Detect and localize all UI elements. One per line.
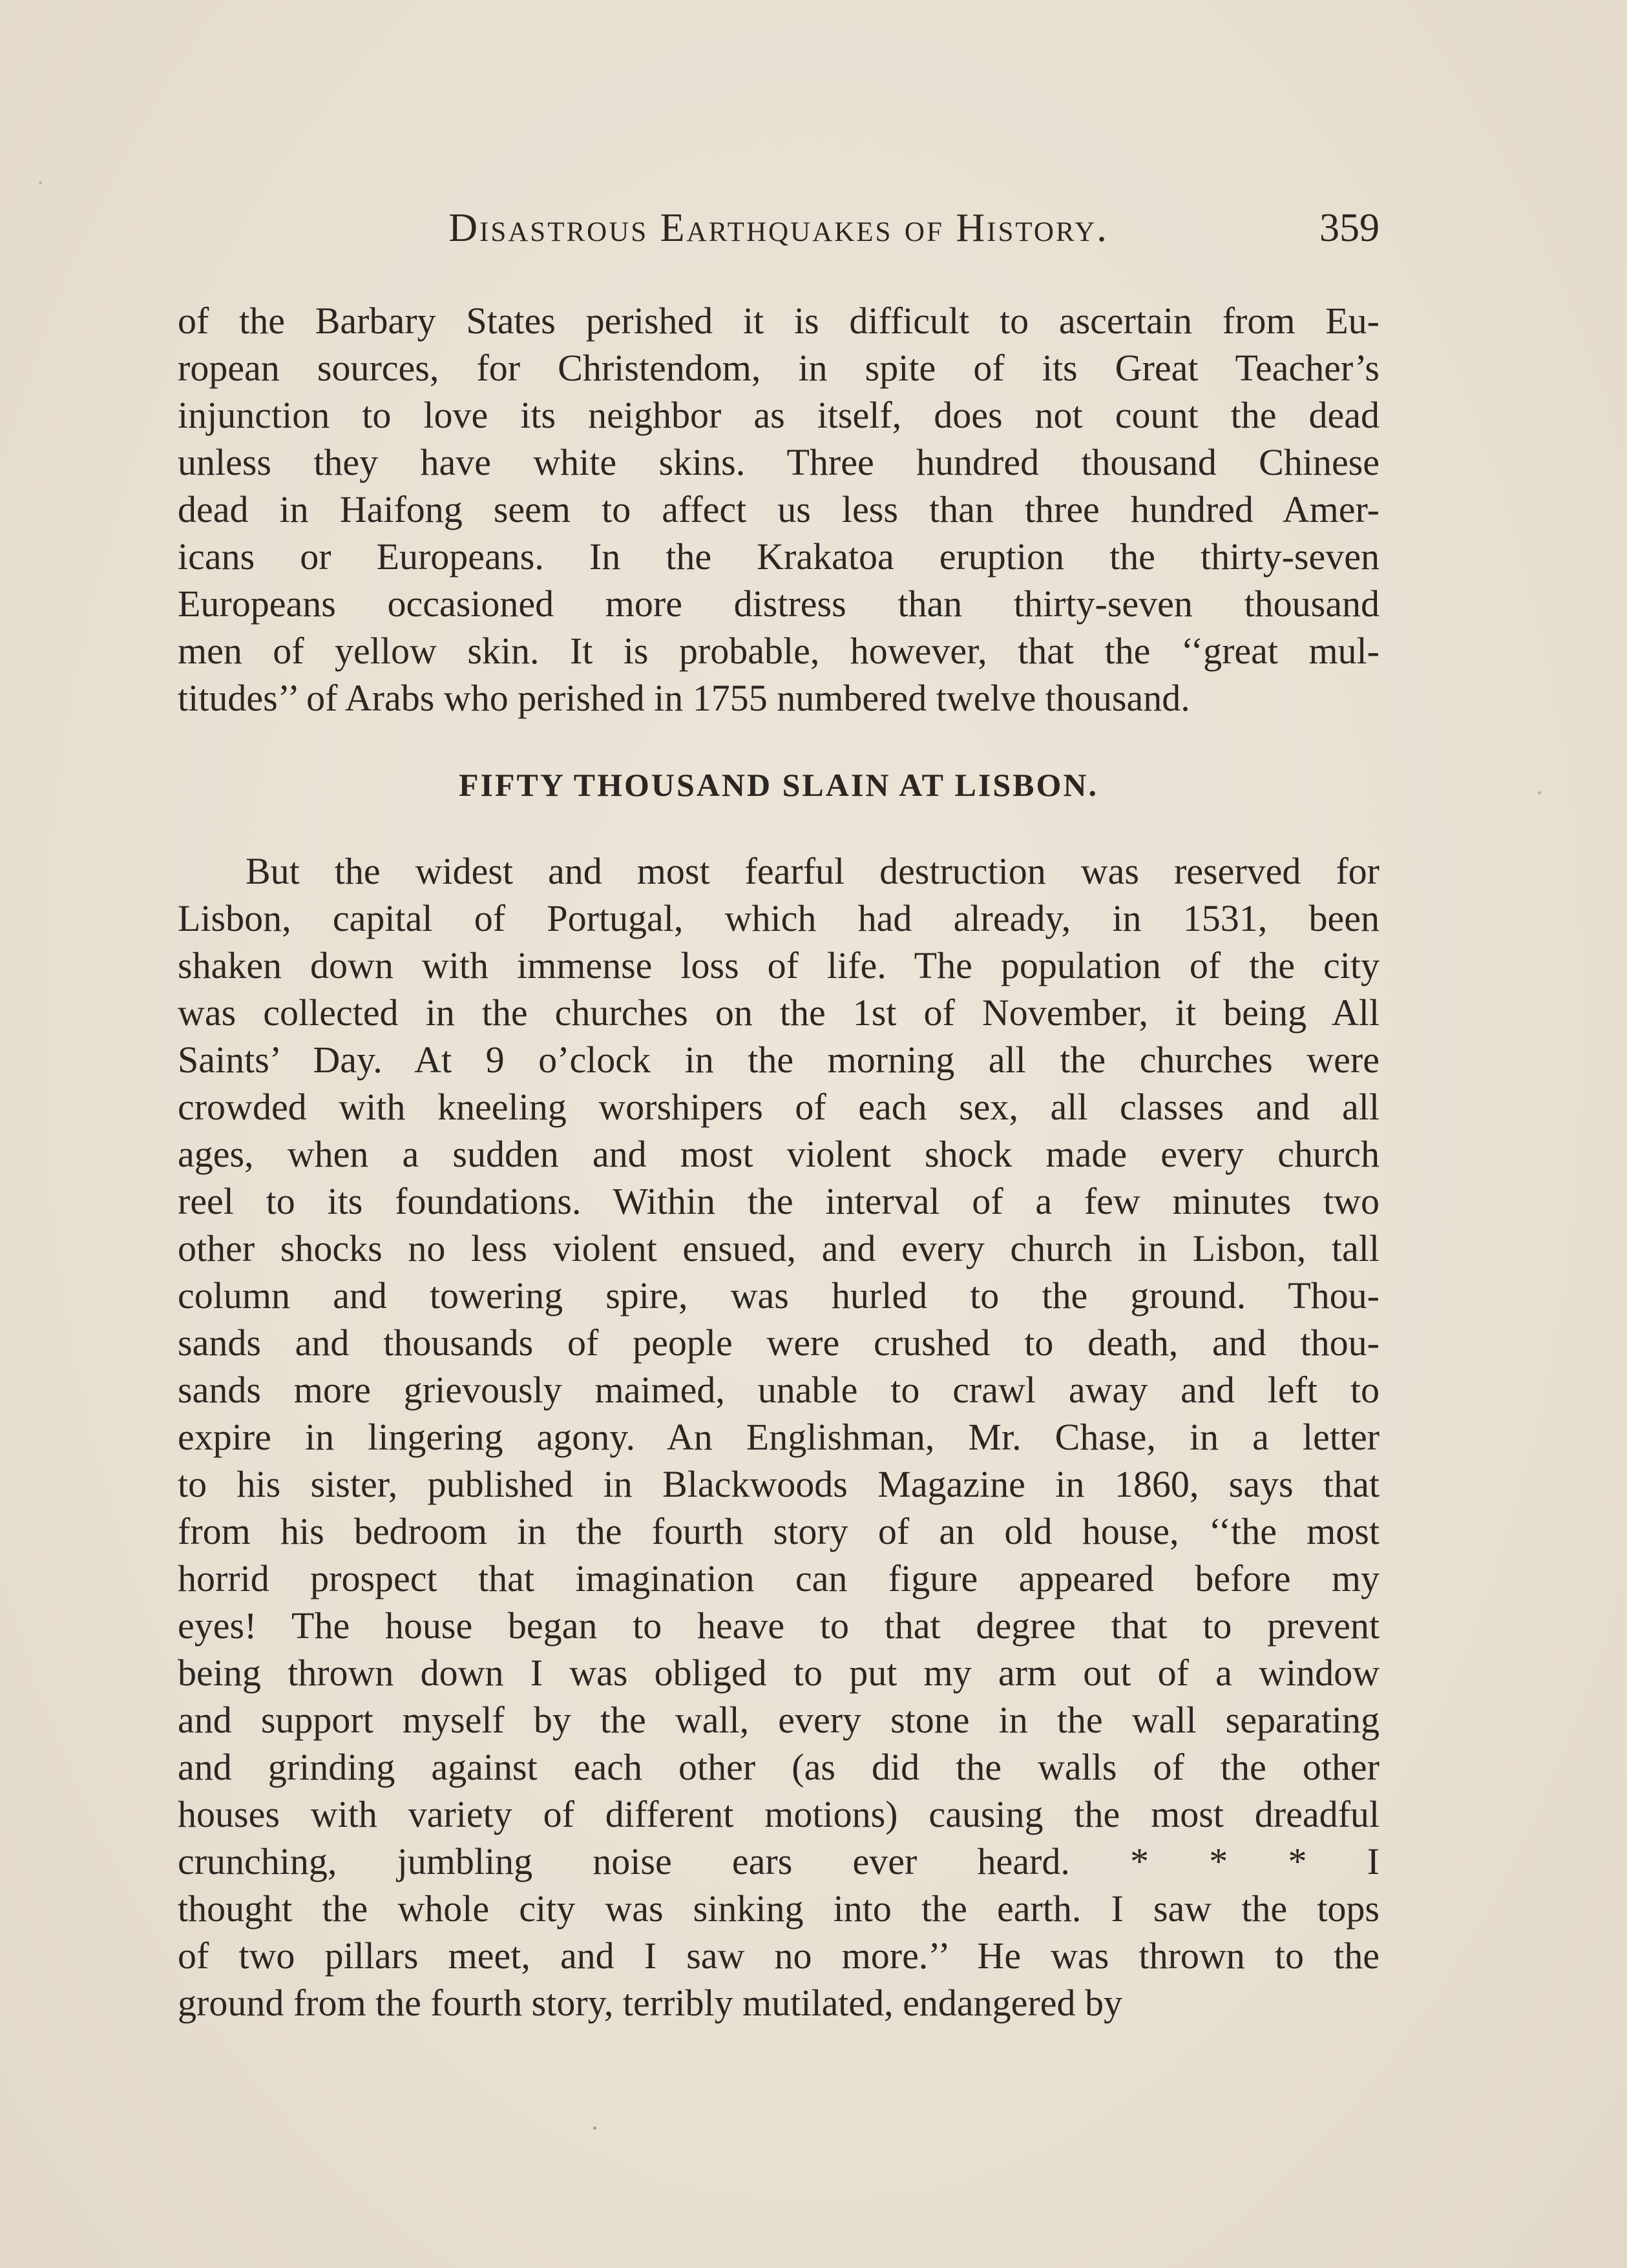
text-line: sands and thousands of people were crushed to death, and thou-: [178, 1322, 1380, 1364]
text-line: and grinding against each other (as did the walls of the other: [178, 1746, 1380, 1788]
text-line: ages, when a sudden and most violent shock made every church: [178, 1133, 1380, 1175]
text-line: ropean sources, for Christendom, in spite of its Great Teacher’s: [178, 347, 1380, 389]
paragraph-1: [178, 297, 1380, 722]
text-line: eyes! The house began to heave to that degree that to prevent: [178, 1605, 1380, 1647]
text-line: unless they have white skins. Three hundred thousand Chinese: [178, 441, 1380, 483]
text-line: of the Barbary States perished it is difficult to ascertain from Eu-: [178, 300, 1380, 342]
text-line: horrid prospect that imagination can figure appeared before my: [178, 1557, 1380, 1599]
text-line: from his bedroom in the fourth story of an old house, ‘‘the most: [178, 1510, 1380, 1552]
paragraph-2: [178, 848, 1380, 2026]
text-line: of two pillars meet, and I saw no more.’’ He was thrown to the: [178, 1935, 1380, 1977]
text-line: crunching, jumbling noise ears ever heard. * * * I: [178, 1840, 1380, 1882]
text-line: expire in lingering agony. An Englishman, Mr. Chase, in a letter: [178, 1416, 1380, 1458]
paper-speck: [593, 2127, 596, 2130]
text-line: to his sister, published in Blackwoods Magazine in 1860, says that: [178, 1463, 1380, 1505]
page-header: [178, 205, 1380, 264]
section-heading: FIFTY THOUSAND SLAIN AT LISBON.: [459, 767, 1098, 803]
text-line: shaken down with immense loss of life. The population of the city: [178, 944, 1380, 986]
text-line: Saints’ Day. At 9 o’clock in the morning all the churches were: [178, 1039, 1380, 1081]
text-line: sands more grievously maimed, unable to crawl away and left to: [178, 1369, 1380, 1411]
text-line: But the widest and most fearful destruction was reserved for: [246, 850, 1380, 892]
page-number: 359: [1319, 206, 1380, 250]
body-text: [178, 297, 1380, 2026]
text-line: other shocks no less violent ensued, and every church in Lisbon, tall: [178, 1227, 1380, 1269]
text-line: was collected in the churches on the 1st of November, it being All: [178, 992, 1380, 1034]
text-line: Europeans occasioned more distress than thirty-seven thousand: [178, 583, 1380, 625]
text-line: thought the whole city was sinking into the earth. I saw the tops: [178, 1888, 1380, 1930]
text-line: houses with variety of different motions) causing the most dreadful: [178, 1793, 1380, 1835]
text-line: crowded with kneeling worshipers of each sex, all classes and all: [178, 1086, 1380, 1128]
text-line: titudes’’ of Arabs who perished in 1755 numbered twelve thousand.: [178, 677, 1190, 719]
text-line: men of yellow skin. It is probable, however, that the ‘‘great mul-: [178, 630, 1380, 672]
text-line: icans or Europeans. In the Krakatoa eruption the thirty-seven: [178, 536, 1380, 577]
text-line: Lisbon, capital of Portugal, which had already, in 1531, been: [178, 897, 1380, 939]
text-line: reel to its foundations. Within the interval of a few minutes two: [178, 1180, 1380, 1222]
text-line: dead in Haifong seem to affect us less than three hundred Amer-: [178, 488, 1380, 530]
text-line: being thrown down I was obliged to put my arm out of a window: [178, 1652, 1380, 1694]
text-line: injunction to love its neighbor as itself, does not count the dead: [178, 394, 1380, 436]
paper-speck: [39, 181, 42, 184]
text-line: column and towering spire, was hurled to the ground. Thou-: [178, 1274, 1380, 1316]
text-line: and support myself by the wall, every stone in the wall separating: [178, 1699, 1380, 1741]
running-title: Disastrous Earthquakes of History.: [448, 206, 1109, 250]
text-line: ground from the fourth story, terribly mutilated, endangered by: [178, 1982, 1122, 2024]
paper-speck: [1538, 791, 1541, 795]
